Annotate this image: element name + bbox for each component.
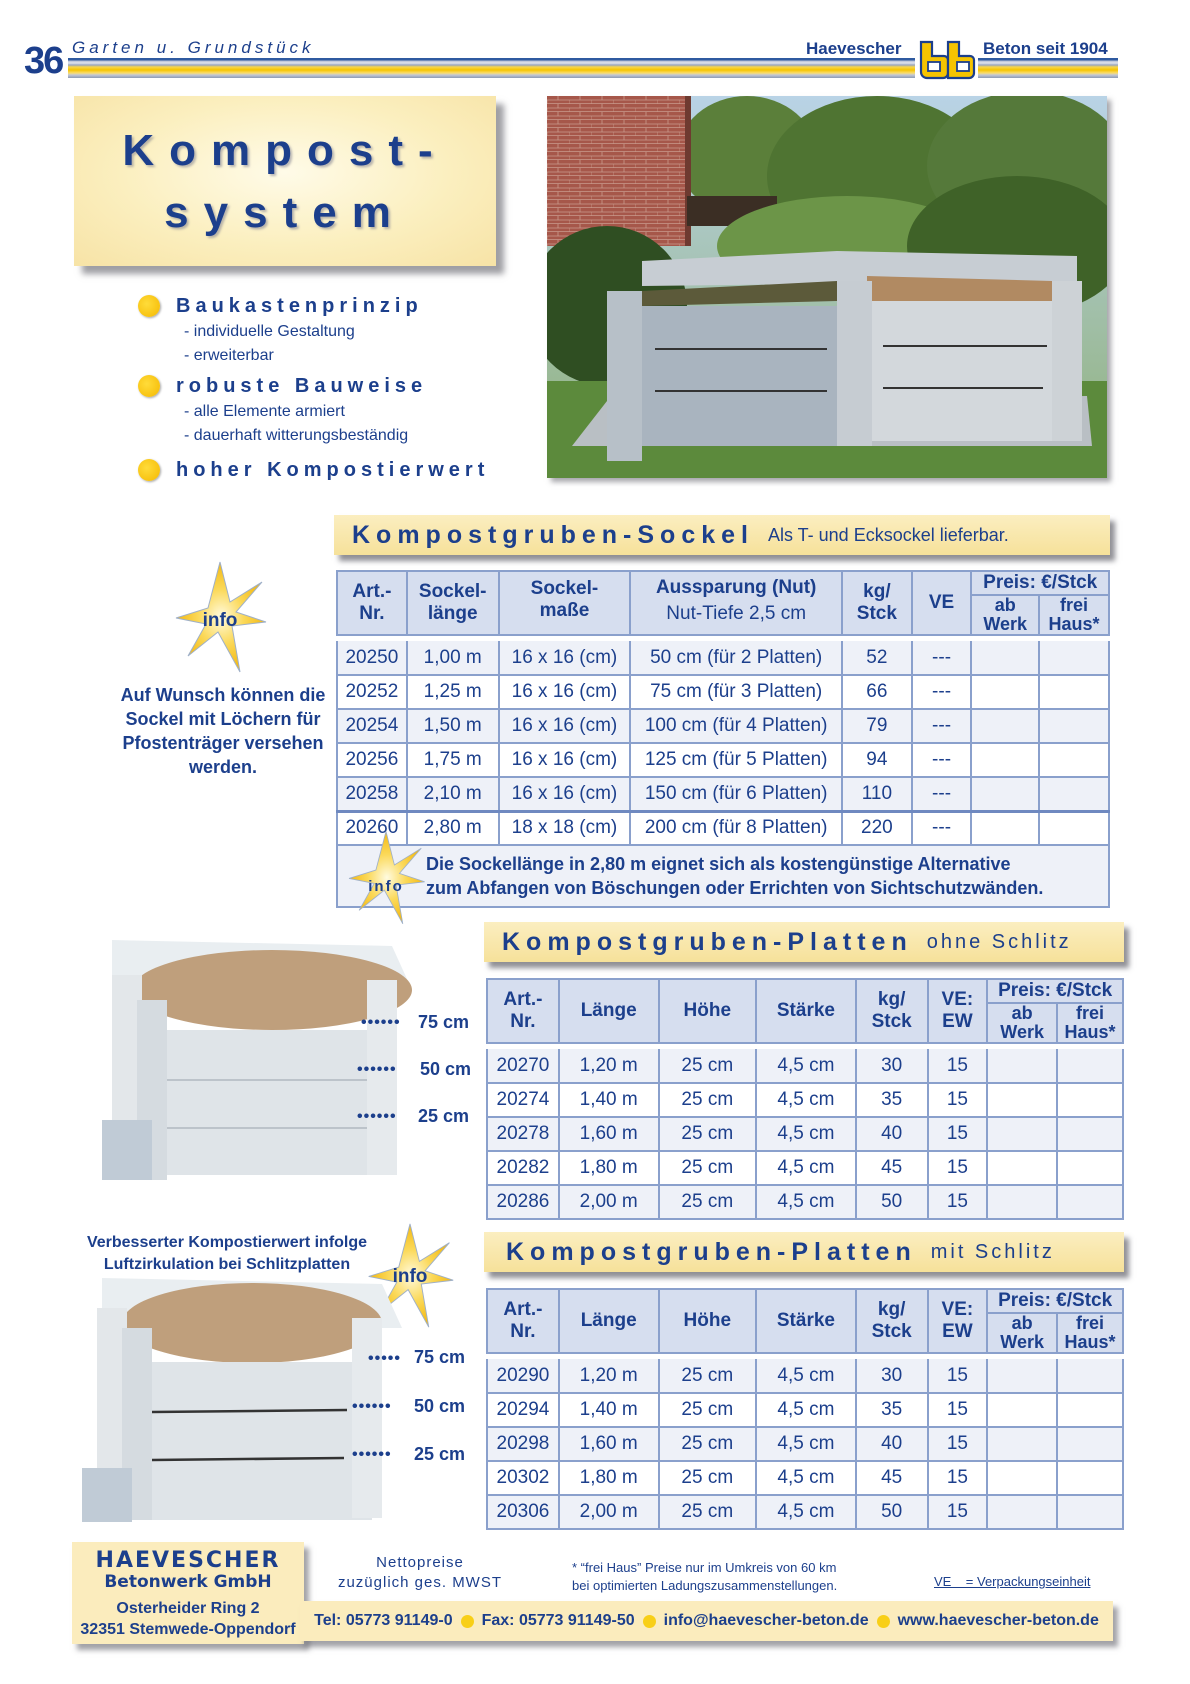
cell-laenge: 1,60 m xyxy=(559,1117,659,1151)
cell-kg: 66 xyxy=(842,675,912,709)
cell-kg: 35 xyxy=(856,1083,928,1117)
col-preis: Preis: €/Stck xyxy=(987,979,1123,1003)
cell-art: 20252 xyxy=(337,675,407,709)
dim-dots: •••••• xyxy=(357,1061,397,1078)
price-frei-haus-cell xyxy=(1057,1461,1123,1495)
price-frei-haus-cell xyxy=(1057,1393,1123,1427)
email-link[interactable]: info@haevescher-beton.de xyxy=(663,1612,869,1629)
brand-tagline: Beton seit 1904 xyxy=(983,39,1108,58)
feature-heading: Baukastenprinzip xyxy=(176,294,423,317)
sockel-subtitle: Als T- und Ecksockel lieferbar. xyxy=(767,524,1009,545)
company-street: Osterheider Ring 2 xyxy=(116,1600,260,1617)
cell-art: 20260 xyxy=(337,811,407,845)
price-ab-werk-cell xyxy=(971,811,1039,845)
title-box xyxy=(74,96,496,266)
cell-laenge: 2,00 m xyxy=(559,1495,659,1529)
col-masse: Sockel- maße xyxy=(499,571,631,635)
cell-laenge: 1,25 m xyxy=(407,675,499,709)
cell-kg: 40 xyxy=(856,1427,928,1461)
cell-hoehe: 25 cm xyxy=(659,1083,757,1117)
table-row xyxy=(487,1049,1123,1083)
col-frei-haus: frei Haus* xyxy=(1057,1003,1123,1043)
plates-without-slot-photo xyxy=(92,940,412,1180)
feature-detail: - alle Elemente armiert xyxy=(184,403,345,420)
price-ab-werk-cell xyxy=(971,743,1039,777)
feature-item xyxy=(138,372,489,448)
cell-nut: 100 cm (für 4 Platten) xyxy=(630,709,842,743)
col-ve: VE xyxy=(912,571,972,635)
cell-hoehe: 25 cm xyxy=(659,1393,757,1427)
col-frei-haus: frei Haus* xyxy=(1057,1313,1123,1353)
col-ve: VE: EW xyxy=(928,1289,988,1353)
cell-ve: --- xyxy=(912,777,972,811)
table-row xyxy=(487,1393,1123,1427)
price-ab-werk-cell xyxy=(971,709,1039,743)
brand-name: Haevescher xyxy=(806,39,902,58)
net-price-note xyxy=(320,1553,520,1593)
platten-ohne-banner xyxy=(484,922,1124,962)
cell-art: 20256 xyxy=(337,743,407,777)
footnote-line-2: bei optimierten Ladungszusammenstellungen. xyxy=(572,1578,838,1593)
cell-kg: 94 xyxy=(842,743,912,777)
cell-nut: 75 cm (für 3 Platten) xyxy=(630,675,842,709)
cell-hoehe: 25 cm xyxy=(659,1185,757,1219)
sockel-title: Kompostgruben-Sockel xyxy=(352,520,754,549)
slot-caption-line-2: Luftzirkulation bei Schlitzplatten xyxy=(103,1256,351,1273)
page-number: 36 xyxy=(24,40,63,82)
cell-laenge: 1,20 m xyxy=(559,1359,659,1393)
col-laenge: Sockel- länge xyxy=(407,571,499,635)
phone-number: Tel: 05773 91149-0 xyxy=(314,1612,453,1629)
price-frei-haus-cell xyxy=(1039,675,1109,709)
slot-caption-line-1: Verbesserter Kompostierwert infolge xyxy=(86,1234,368,1251)
separator-dot-icon xyxy=(643,1615,656,1628)
cell-staerke: 4,5 cm xyxy=(756,1461,856,1495)
table-row xyxy=(487,1083,1123,1117)
price-ab-werk-cell xyxy=(987,1495,1057,1529)
cell-ve: --- xyxy=(912,709,972,743)
col-frei-haus: frei Haus* xyxy=(1039,595,1109,635)
bullet-dot-icon xyxy=(138,459,160,481)
price-frei-haus-cell xyxy=(1057,1427,1123,1461)
price-frei-haus-cell xyxy=(1057,1049,1123,1083)
price-ab-werk-cell xyxy=(987,1359,1057,1393)
cell-ve: 15 xyxy=(928,1083,988,1117)
feature-item xyxy=(138,456,489,484)
cell-staerke: 4,5 cm xyxy=(756,1359,856,1393)
cell-ve: 15 xyxy=(928,1049,988,1083)
cell-hoehe: 25 cm xyxy=(659,1461,757,1495)
dim-50: 50 cm xyxy=(414,1396,466,1416)
price-frei-haus-cell xyxy=(1057,1151,1123,1185)
table-row xyxy=(337,641,1109,675)
cell-ve: --- xyxy=(912,743,972,777)
col-art: Art.- Nr. xyxy=(337,571,407,635)
col-staerke: Stärke xyxy=(756,1289,856,1353)
sockel-table xyxy=(336,570,1110,908)
price-ab-werk-cell xyxy=(971,675,1039,709)
feature-heading: robuste Bauweise xyxy=(176,374,428,397)
cell-nut: 125 cm (für 5 Platten) xyxy=(630,743,842,777)
sockel-note-row xyxy=(337,845,1109,907)
cell-masse: 16 x 16 (cm) xyxy=(499,641,631,675)
info-label: info xyxy=(202,610,238,631)
price-ab-werk-cell xyxy=(987,1393,1057,1427)
feature-detail: - dauerhaft witterungsbeständig xyxy=(184,427,409,444)
cell-art: 20306 xyxy=(487,1495,559,1529)
cell-kg: 45 xyxy=(856,1461,928,1495)
table-row xyxy=(487,1461,1123,1495)
table-row xyxy=(337,675,1109,709)
col-preis: Preis: €/Stck xyxy=(971,571,1109,595)
ve-legend: VE = Verpackungseinheit xyxy=(934,1574,1091,1589)
cell-ve: 15 xyxy=(928,1427,988,1461)
cell-laenge: 1,50 m xyxy=(407,709,499,743)
cell-masse: 18 x 18 (cm) xyxy=(499,811,631,845)
table-row xyxy=(337,709,1109,743)
dim-dots: •••••• xyxy=(352,1446,392,1463)
price-ab-werk-cell xyxy=(987,1427,1057,1461)
price-frei-haus-cell xyxy=(1057,1083,1123,1117)
feature-heading: hoher Kompostierwert xyxy=(176,458,490,481)
col-laenge: Länge xyxy=(559,1289,659,1353)
price-ab-werk-cell xyxy=(987,1117,1057,1151)
slot-caption xyxy=(62,1232,392,1276)
dim-75: 75 cm xyxy=(414,1347,466,1367)
col-laenge: Länge xyxy=(559,979,659,1043)
cell-laenge: 1,40 m xyxy=(559,1393,659,1427)
price-frei-haus-cell xyxy=(1057,1117,1123,1151)
company-logo xyxy=(918,40,976,80)
platten-mit-table xyxy=(486,1288,1124,1530)
table-row xyxy=(487,1427,1123,1461)
company-name: HAEVESCHER xyxy=(95,1548,281,1573)
title-line-2: system xyxy=(164,188,406,237)
cell-masse: 16 x 16 (cm) xyxy=(499,675,631,709)
cell-kg: 30 xyxy=(856,1049,928,1083)
platten-mit-title: Kompostgruben-Platten xyxy=(506,1237,917,1266)
cell-staerke: 4,5 cm xyxy=(756,1151,856,1185)
col-ab-werk: ab Werk xyxy=(971,595,1039,635)
cell-hoehe: 25 cm xyxy=(659,1049,757,1083)
bullet-dot-icon xyxy=(138,375,160,397)
title-line-1: Kompost- xyxy=(122,126,448,175)
cell-kg: 79 xyxy=(842,709,912,743)
cell-art: 20270 xyxy=(487,1049,559,1083)
col-hoehe: Höhe xyxy=(659,1289,757,1353)
cell-staerke: 4,5 cm xyxy=(756,1427,856,1461)
table-row xyxy=(487,1151,1123,1185)
feature-list xyxy=(138,292,489,484)
cell-masse: 16 x 16 (cm) xyxy=(499,709,631,743)
fax-number: Fax: 05773 91149-50 xyxy=(481,1612,635,1629)
cell-art: 20302 xyxy=(487,1461,559,1495)
dim-dots: •••••• xyxy=(352,1398,392,1415)
price-frei-haus-cell xyxy=(1039,709,1109,743)
platten-mit-subtitle: mit Schlitz xyxy=(930,1240,1055,1263)
company-subtitle: Betonwerk GmbH xyxy=(104,1572,272,1592)
cell-staerke: 4,5 cm xyxy=(756,1083,856,1117)
col-preis: Preis: €/Stck xyxy=(987,1289,1123,1313)
section-title: Garten u. Grundstück xyxy=(72,38,315,57)
company-box xyxy=(72,1542,304,1644)
cell-laenge: 1,20 m xyxy=(559,1049,659,1083)
cell-staerke: 4,5 cm xyxy=(756,1049,856,1083)
platten-ohne-title: Kompostgruben-Platten xyxy=(502,927,913,956)
feature-detail: - individuelle Gestaltung xyxy=(184,323,355,340)
cell-ve: --- xyxy=(912,641,972,675)
cell-hoehe: 25 cm xyxy=(659,1495,757,1529)
cell-kg: 110 xyxy=(842,777,912,811)
frei-haus-footnote xyxy=(572,1559,837,1595)
net-line-1: Nettopreise xyxy=(376,1554,464,1571)
cell-hoehe: 25 cm xyxy=(659,1117,757,1151)
cell-art: 20298 xyxy=(487,1427,559,1461)
price-frei-haus-cell xyxy=(1057,1495,1123,1529)
footnote-line-1: * “frei Haus” Preise nur im Umkreis von 60 km xyxy=(572,1560,837,1575)
cell-laenge: 1,40 m xyxy=(559,1083,659,1117)
cell-staerke: 4,5 cm xyxy=(756,1495,856,1529)
cell-hoehe: 25 cm xyxy=(659,1359,757,1393)
col-nut: Aussparung (Nut) Nut-Tiefe 2,5 cm xyxy=(630,571,842,635)
cell-kg: 52 xyxy=(842,641,912,675)
cell-laenge: 1,75 m xyxy=(407,743,499,777)
cell-ve: 15 xyxy=(928,1393,988,1427)
table-row xyxy=(487,1495,1123,1529)
cell-art: 20282 xyxy=(487,1151,559,1185)
col-ab-werk: ab Werk xyxy=(987,1003,1057,1043)
cell-art: 20250 xyxy=(337,641,407,675)
cell-art: 20274 xyxy=(487,1083,559,1117)
cell-nut: 200 cm (für 8 Platten) xyxy=(630,811,842,845)
cell-art: 20290 xyxy=(487,1359,559,1393)
price-ab-werk-cell xyxy=(987,1151,1057,1185)
dim-75: 75 cm xyxy=(418,1012,470,1032)
info-star xyxy=(344,828,428,928)
cell-laenge: 2,80 m xyxy=(407,811,499,845)
cell-laenge: 2,10 m xyxy=(407,777,499,811)
cell-art: 20278 xyxy=(487,1117,559,1151)
cell-hoehe: 25 cm xyxy=(659,1427,757,1461)
dim-25: 25 cm xyxy=(414,1444,466,1464)
cell-nut: 50 cm (für 2 Platten) xyxy=(630,641,842,675)
cell-kg: 50 xyxy=(856,1495,928,1529)
cell-ve: 15 xyxy=(928,1117,988,1151)
col-kg: kg/ Stck xyxy=(842,571,912,635)
price-frei-haus-cell xyxy=(1057,1359,1123,1393)
price-ab-werk-cell xyxy=(987,1461,1057,1495)
table-row xyxy=(337,811,1109,845)
cell-laenge: 2,00 m xyxy=(559,1185,659,1219)
note-line-1: Die Sockellänge in 2,80 m eignet sich als kostengünstige Alternative xyxy=(426,854,1011,874)
cell-staerke: 4,5 cm xyxy=(756,1393,856,1427)
header-stripe-right xyxy=(978,58,1118,78)
feature-item xyxy=(138,292,489,368)
cell-laenge: 1,00 m xyxy=(407,641,499,675)
feature-detail: - erweiterbar xyxy=(184,347,274,364)
cell-masse: 16 x 16 (cm) xyxy=(499,743,631,777)
price-ab-werk-cell xyxy=(987,1049,1057,1083)
sockel-note xyxy=(337,845,1109,907)
cell-nut: 150 cm (für 6 Platten) xyxy=(630,777,842,811)
compost-system-photo xyxy=(547,96,1107,478)
cell-ve: 15 xyxy=(928,1359,988,1393)
table-row xyxy=(487,1117,1123,1151)
separator-dot-icon xyxy=(461,1615,474,1628)
cell-art: 20258 xyxy=(337,777,407,811)
col-hoehe: Höhe xyxy=(659,979,757,1043)
dim-25: 25 cm xyxy=(418,1106,470,1126)
col-kg: kg/ Stck xyxy=(856,979,928,1043)
header-stripe-left xyxy=(68,58,915,78)
cell-art: 20286 xyxy=(487,1185,559,1219)
table-row xyxy=(337,743,1109,777)
cell-kg: 40 xyxy=(856,1117,928,1151)
cell-laenge: 1,60 m xyxy=(559,1427,659,1461)
price-frei-haus-cell xyxy=(1057,1185,1123,1219)
info-star xyxy=(170,560,270,675)
dim-50: 50 cm xyxy=(420,1059,472,1079)
website-link[interactable]: www.haevescher-beton.de xyxy=(897,1612,1099,1629)
cell-kg: 45 xyxy=(856,1151,928,1185)
dim-dots: •••••• xyxy=(361,1014,401,1031)
col-kg: kg/ Stck xyxy=(856,1289,928,1353)
price-ab-werk-cell xyxy=(971,777,1039,811)
separator-dot-icon xyxy=(877,1615,890,1628)
cell-kg: 50 xyxy=(856,1185,928,1219)
cell-ve: 15 xyxy=(928,1495,988,1529)
col-staerke: Stärke xyxy=(756,979,856,1043)
info-label: info xyxy=(368,878,404,895)
col-art: Art.- Nr. xyxy=(487,1289,559,1353)
col-ab-werk: ab Werk xyxy=(987,1313,1057,1353)
cell-masse: 16 x 16 (cm) xyxy=(499,777,631,811)
cell-art: 20294 xyxy=(487,1393,559,1427)
cell-kg: 220 xyxy=(842,811,912,845)
company-city: 32351 Stemwede-Oppendorf xyxy=(80,1621,296,1638)
price-frei-haus-cell xyxy=(1039,641,1109,675)
cell-ve: 15 xyxy=(928,1151,988,1185)
cell-kg: 30 xyxy=(856,1359,928,1393)
cell-ve: 15 xyxy=(928,1185,988,1219)
price-frei-haus-cell xyxy=(1039,811,1109,845)
sockel-info-text: Auf Wunsch können die Sockel mit Löchern für Pfostenträger versehen werden. xyxy=(120,685,326,777)
cell-art: 20254 xyxy=(337,709,407,743)
sockel-banner xyxy=(334,515,1110,555)
platten-mit-banner xyxy=(484,1232,1124,1272)
cell-laenge: 1,80 m xyxy=(559,1151,659,1185)
cell-hoehe: 25 cm xyxy=(659,1151,757,1185)
table-row xyxy=(337,777,1109,811)
platten-ohne-subtitle: ohne Schlitz xyxy=(926,930,1072,953)
cell-laenge: 1,80 m xyxy=(559,1461,659,1495)
price-frei-haus-cell xyxy=(1039,743,1109,777)
cell-kg: 35 xyxy=(856,1393,928,1427)
platten-ohne-table xyxy=(486,978,1124,1220)
bullet-dot-icon xyxy=(138,295,160,317)
price-ab-werk-cell xyxy=(987,1185,1057,1219)
cell-ve: --- xyxy=(912,811,972,845)
contact-bar xyxy=(300,1601,1113,1641)
price-ab-werk-cell xyxy=(987,1083,1057,1117)
price-frei-haus-cell xyxy=(1039,777,1109,811)
price-ab-werk-cell xyxy=(971,641,1039,675)
cell-ve: --- xyxy=(912,675,972,709)
col-ve: VE: EW xyxy=(928,979,988,1043)
cell-staerke: 4,5 cm xyxy=(756,1185,856,1219)
note-line-2: zum Abfangen von Böschungen oder Errichten von Sichtschutzwänden. xyxy=(426,878,1044,898)
cell-ve: 15 xyxy=(928,1461,988,1495)
col-art: Art.- Nr. xyxy=(487,979,559,1043)
dim-dots: •••••• xyxy=(357,1108,397,1125)
table-row xyxy=(487,1359,1123,1393)
net-line-2: zuzüglich ges. MWST xyxy=(337,1574,503,1591)
info-label: info xyxy=(392,1266,428,1287)
dim-dots: ••••• xyxy=(368,1350,402,1367)
table-row xyxy=(487,1185,1123,1219)
cell-staerke: 4,5 cm xyxy=(756,1117,856,1151)
